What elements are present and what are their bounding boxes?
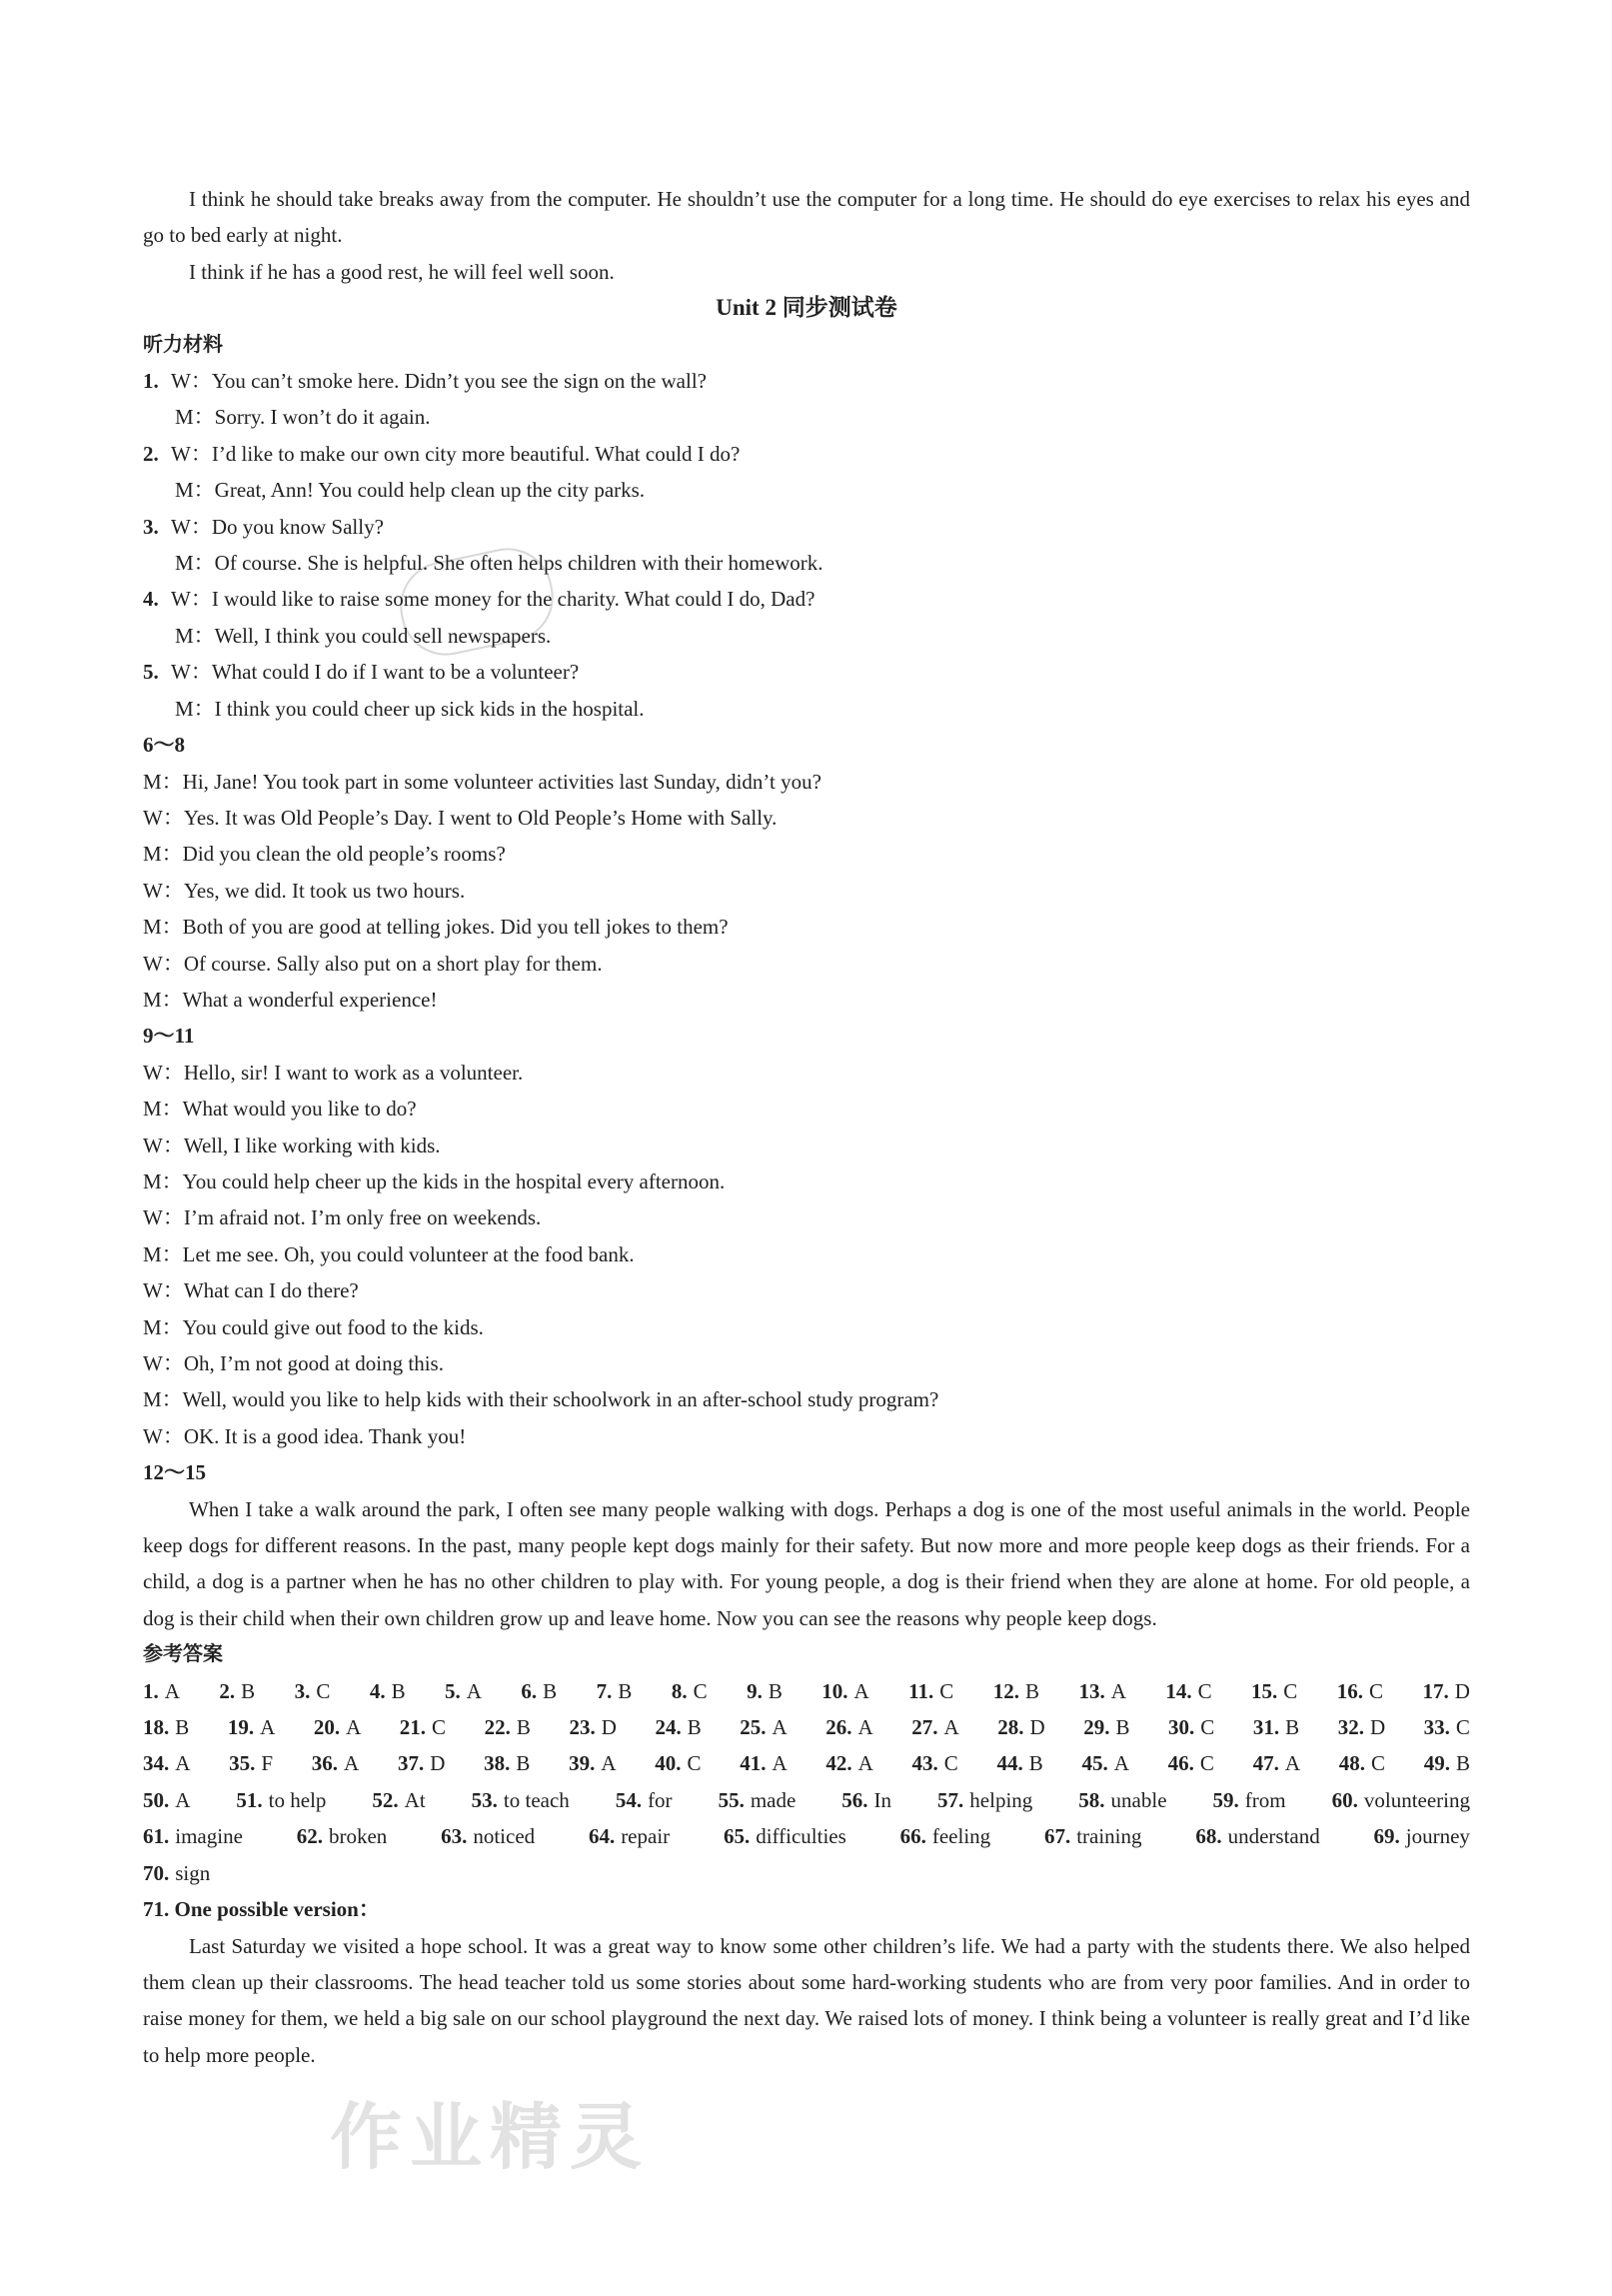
dialogue-line: W：What can I do there?: [143, 1278, 359, 1303]
answer-item: [597, 1673, 633, 1709]
answer-value: to teach: [503, 1787, 570, 1812]
answer-item: [1165, 1673, 1211, 1709]
dialogue-9-11-label: 9～11: [143, 1024, 195, 1049]
answer-value: B: [618, 1678, 633, 1703]
question-number: 4.: [143, 587, 159, 612]
question-number: 5.: [143, 660, 159, 685]
answer-value: F: [261, 1751, 274, 1776]
answer-value: B: [516, 1751, 531, 1776]
answer-number: 10.: [821, 1678, 848, 1703]
answer-value: C: [1369, 1678, 1384, 1703]
answer-value: journey: [1405, 1824, 1470, 1849]
answer-number: 46.: [1167, 1751, 1194, 1776]
dialogue-line: M：Both of you are good at telling jokes. Did you tell jokes to them?: [143, 915, 729, 940]
answer-number: 18.: [143, 1715, 170, 1740]
answer-value: D: [1029, 1715, 1045, 1740]
answer-value: for: [648, 1787, 673, 1812]
answer-item: [1078, 1673, 1125, 1709]
dialogue-text: W：You can’t smoke here. Didn’t you see the sign on the wall?: [171, 369, 707, 394]
answer-value: B: [1455, 1751, 1470, 1776]
answer-number: 56.: [841, 1787, 868, 1812]
dialogue-line: M：I think you could cheer up sick kids in the hospital.: [175, 696, 645, 721]
answer-number: 15.: [1251, 1678, 1278, 1703]
dialogue-line: W：I’m afraid not. I’m only free on weekends.: [143, 1205, 542, 1230]
dialogue-6-8-label: 6～8: [143, 733, 185, 758]
answer-value: A: [857, 1715, 873, 1740]
answer-value: C: [1199, 1751, 1214, 1776]
dialogue-line: M：You could help cheer up the kids in the hospital every afternoon.: [143, 1168, 726, 1193]
answer-item: [445, 1673, 482, 1709]
answer-number: 34.: [143, 1751, 170, 1776]
answer-value: C: [693, 1678, 708, 1703]
answer-value: B: [543, 1678, 558, 1703]
answer-item: [821, 1673, 868, 1709]
answer-item: [655, 1745, 701, 1781]
dialogue-line: M：Well, would you like to help kids with their schoolwork in an after-school study program?: [143, 1387, 939, 1412]
dialogue-6-8: [143, 764, 1470, 1019]
dialogue-text: W：Do you know Sally?: [171, 514, 384, 539]
answer-value: A: [175, 1751, 191, 1776]
dialogue-line: [143, 654, 1470, 690]
answer-value: In: [873, 1787, 892, 1812]
answer-number: 55.: [718, 1787, 745, 1812]
answer-number: 54.: [615, 1787, 643, 1812]
answer-item: [521, 1673, 557, 1709]
answer-value: C: [432, 1715, 447, 1740]
answer-item: [825, 1745, 872, 1781]
answer-number: 9.: [747, 1678, 763, 1703]
answer-value: D: [601, 1715, 617, 1740]
dialogue-line: M：Hi, Jane! You took part in some volunteer activities last Sunday, didn’t you?: [143, 769, 821, 794]
document-page: [143, 181, 1470, 2073]
answer-value: B: [1115, 1715, 1130, 1740]
answer-item: [1422, 1673, 1469, 1709]
answer-value: made: [750, 1787, 797, 1812]
dialogue-line: W：Hello, sir! I want to work as a volunteer.: [143, 1060, 524, 1085]
answer-number: 59.: [1212, 1787, 1239, 1812]
answer-number: 41.: [740, 1751, 767, 1776]
answer-number: 35.: [229, 1751, 256, 1776]
answer-number: 64.: [588, 1824, 616, 1849]
answer-item: [1337, 1673, 1383, 1709]
answer-value: B: [1028, 1751, 1043, 1776]
dialogue-line: [143, 436, 1470, 472]
answer-item: [143, 1709, 189, 1745]
answer-value: C: [1200, 1715, 1215, 1740]
answer-row: [143, 1855, 1470, 1891]
answer-value: repair: [621, 1824, 671, 1849]
answer-value: A: [1113, 1751, 1129, 1776]
answer-number: 67.: [1043, 1824, 1071, 1849]
answer-number: 28.: [997, 1715, 1024, 1740]
dialogue-line: M：You could give out food to the kids.: [143, 1314, 484, 1339]
answer-number: 7.: [596, 1678, 613, 1703]
dialogue-line: M：Let me see. Oh, you could volunteer at the food bank.: [143, 1241, 635, 1266]
dialogue-text: W：What could I do if I want to be a volunteer?: [171, 660, 580, 685]
dialogue-line: M：Great, Ann! You could help clean up the city parks.: [175, 478, 646, 503]
answer-value: B: [516, 1715, 531, 1740]
answer-value: B: [1024, 1678, 1039, 1703]
answer-number: 30.: [1168, 1715, 1195, 1740]
answer-number: 57.: [937, 1787, 964, 1812]
answer-number: 6.: [521, 1678, 538, 1703]
page-title: Unit 2 同步测试卷: [716, 295, 897, 321]
dialogue-line: M：What a wonderful experience!: [143, 987, 438, 1012]
answer-item: [1078, 1782, 1166, 1818]
answer-value: A: [175, 1787, 191, 1812]
answer-item: [1168, 1709, 1214, 1745]
listening-heading: 听力材料: [143, 333, 223, 356]
short-dialogues: [143, 363, 1470, 727]
answer-number: 42.: [825, 1751, 852, 1776]
question-number: 2.: [143, 441, 159, 466]
answer-item: [719, 1782, 797, 1818]
answer-item: [219, 1673, 255, 1709]
answer-value: A: [772, 1715, 788, 1740]
answer-item: [747, 1673, 783, 1709]
answer-item: [1374, 1818, 1470, 1854]
answer-item: [441, 1818, 535, 1854]
dialogue-line: [143, 509, 1470, 545]
essay-label: 71. One possible version：: [143, 1897, 380, 1922]
question-number: 1.: [143, 369, 159, 394]
dialogue-line: W：Of course. Sally also put on a short play for them.: [143, 951, 603, 976]
answer-item: [1424, 1709, 1470, 1745]
dialogue-line: M：Of course. She is helpful. She often helps children with their homework.: [175, 551, 823, 576]
dialogue-line: W：OK. It is a good idea. Thank you!: [143, 1423, 467, 1448]
answer-number: 66.: [899, 1824, 926, 1849]
answer-item: [1253, 1709, 1299, 1745]
answer-number: 43.: [911, 1751, 938, 1776]
answer-item: [672, 1673, 708, 1709]
answer-item: [655, 1709, 701, 1745]
dialogue-line: [143, 581, 1470, 617]
answer-value: A: [601, 1751, 617, 1776]
answer-value: C: [943, 1751, 958, 1776]
answer-value: training: [1076, 1824, 1142, 1849]
answer-value: sign: [175, 1860, 211, 1885]
answer-value: A: [344, 1751, 360, 1776]
answer-number: 65.: [723, 1824, 751, 1849]
answer-number: 53.: [471, 1787, 498, 1812]
answer-number: 1.: [143, 1678, 159, 1703]
answer-number: 44.: [996, 1751, 1023, 1776]
answer-number: 63.: [441, 1824, 468, 1849]
answer-number: 29.: [1083, 1715, 1110, 1740]
answer-item: [143, 1782, 190, 1818]
answer-item: [569, 1709, 616, 1745]
answer-value: A: [164, 1678, 180, 1703]
answer-number: 50.: [143, 1787, 170, 1812]
answer-row: [143, 1782, 1470, 1818]
answer-item: [1083, 1709, 1129, 1745]
answer-value: B: [687, 1715, 702, 1740]
answer-number: 3.: [294, 1678, 311, 1703]
answer-value: B: [768, 1678, 783, 1703]
answer-number: 25.: [740, 1715, 767, 1740]
answer-value: feeling: [931, 1824, 991, 1849]
answer-value: A: [772, 1751, 788, 1776]
answer-item: [236, 1782, 326, 1818]
answer-number: 20.: [313, 1715, 341, 1740]
answer-item: [312, 1745, 359, 1781]
answer-number: 49.: [1423, 1751, 1450, 1776]
answer-value: A: [943, 1715, 959, 1740]
answer-number: 39.: [569, 1751, 596, 1776]
answer-item: [911, 1709, 958, 1745]
answer-item: [143, 1855, 210, 1891]
dialogue-line: W：Oh, I’m not good at doing this.: [143, 1351, 444, 1375]
answer-value: A: [1284, 1751, 1300, 1776]
dialogue-line: M：Sorry. I won’t do it again.: [175, 405, 431, 430]
answer-value: A: [857, 1751, 873, 1776]
answer-item: [908, 1673, 953, 1709]
answer-item: [996, 1745, 1042, 1781]
answer-number: 23.: [569, 1715, 596, 1740]
answer-value: B: [175, 1715, 190, 1740]
answer-value: A: [346, 1715, 362, 1740]
answer-item: [143, 1745, 190, 1781]
answer-value: B: [241, 1678, 256, 1703]
answer-value: D: [430, 1751, 446, 1776]
answer-number: 4.: [369, 1678, 386, 1703]
answer-number: 17.: [1422, 1678, 1449, 1703]
answer-number: 27.: [911, 1715, 938, 1740]
answer-value: from: [1244, 1787, 1286, 1812]
answer-item: [900, 1818, 991, 1854]
answer-number: 38.: [484, 1751, 511, 1776]
answer-item: [740, 1745, 787, 1781]
dialogue-text: W：I would like to raise some money for the charity. What could I do, Dad?: [171, 587, 815, 612]
answer-row: [143, 1818, 1470, 1854]
answer-item: [143, 1818, 243, 1854]
answer-item: [229, 1745, 273, 1781]
answer-item: [937, 1782, 1032, 1818]
answer-item: [484, 1745, 530, 1781]
answer-number: 8.: [671, 1678, 688, 1703]
answer-number: 21.: [399, 1715, 427, 1740]
answer-item: [1213, 1782, 1286, 1818]
answer-value: understand: [1227, 1824, 1320, 1849]
answer-number: 22.: [484, 1715, 511, 1740]
answer-number: 37.: [397, 1751, 425, 1776]
answer-item: [1339, 1745, 1385, 1781]
answer-item: [297, 1818, 388, 1854]
answer-key: [143, 1673, 1470, 1891]
answer-number: 32.: [1337, 1715, 1364, 1740]
answer-item: [295, 1673, 331, 1709]
answer-value: D: [1454, 1678, 1470, 1703]
answer-item: [314, 1709, 361, 1745]
answer-value: At: [404, 1787, 426, 1812]
answer-value: unable: [1110, 1787, 1167, 1812]
answer-item: [372, 1782, 425, 1818]
answer-number: 24.: [655, 1715, 682, 1740]
answer-item: [1168, 1745, 1214, 1781]
answer-item: [1424, 1745, 1470, 1781]
answer-item: [1338, 1709, 1385, 1745]
answer-item: [569, 1745, 616, 1781]
answer-number: 26.: [825, 1715, 852, 1740]
answer-number: 11.: [908, 1678, 934, 1703]
answer-value: A: [1110, 1678, 1126, 1703]
dialogue-line: M：Well, I think you could sell newspapers.: [175, 623, 552, 648]
answer-number: 14.: [1165, 1678, 1192, 1703]
intro-paragraph-1: I think he should take breaks away from the computer. He shouldn’t use the computer for a long time. He should do eye exercises to relax his eyes and go to bed early at night.: [143, 187, 1470, 248]
answer-number: 51.: [236, 1787, 263, 1812]
answer-value: C: [1197, 1678, 1212, 1703]
answer-value: C: [939, 1678, 954, 1703]
answer-item: [993, 1673, 1039, 1709]
answer-number: 19.: [227, 1715, 255, 1740]
answer-item: [1251, 1673, 1297, 1709]
passage-12-15-text: When I take a walk around the park, I often see many people walking with dogs. Perhaps a dog is one of the most useful animals in the world. People keep dogs for different reasons. In the past, many people kept dogs mainly for their safety. But now more and more people keep dogs as their friends. For a child, a dog is a partner when he has no other children to play with. For young people, a dog is their friend when they are alone at home. For old people, a dog is their child when their own children grow up and leave home. Now you can see the reasons why people keep dogs.: [143, 1496, 1470, 1630]
dialogue-line: [143, 363, 1470, 399]
question-number: 3.: [143, 514, 159, 539]
dialogue-9-11: [143, 1055, 1470, 1454]
answer-item: [616, 1782, 673, 1818]
answer-item: [398, 1745, 445, 1781]
answers-heading: 参考答案: [143, 1643, 223, 1666]
answer-item: [485, 1709, 531, 1745]
answer-item: [1044, 1818, 1142, 1854]
dialogue-line: M：What would you like to do?: [143, 1097, 417, 1122]
answer-value: helping: [969, 1787, 1033, 1812]
essay-text: Last Saturday we visited a hope school. It was a great way to know some other children’s life. We had a party with the students there. We also helped them clean up their classrooms. The head teacher told us some stories about some hard-working students who are from very poor families. And in order to raise money for them, we held a big sale on our school playground the next day. We raised lots of money. I think being a volunteer is really great and I’d like to help more people.: [143, 1933, 1470, 2067]
answer-number: 58.: [1078, 1787, 1105, 1812]
answer-number: 2.: [219, 1678, 236, 1703]
answer-number: 69.: [1373, 1824, 1400, 1849]
answer-item: [740, 1709, 787, 1745]
answer-value: B: [1285, 1715, 1300, 1740]
answer-value: C: [687, 1751, 702, 1776]
answer-item: [472, 1782, 570, 1818]
answer-number: 13.: [1078, 1678, 1105, 1703]
answer-item: [228, 1709, 275, 1745]
answer-value: noticed: [473, 1824, 536, 1849]
answer-number: 62.: [296, 1824, 323, 1849]
answer-value: to help: [268, 1787, 327, 1812]
answer-item: [400, 1709, 446, 1745]
answer-value: C: [1455, 1715, 1470, 1740]
answer-item: [1332, 1782, 1470, 1818]
answer-row: [143, 1745, 1470, 1781]
answer-number: 33.: [1423, 1715, 1450, 1740]
answer-item: [589, 1818, 670, 1854]
answer-item: [1081, 1745, 1128, 1781]
answer-row: [143, 1709, 1470, 1745]
answer-item: [724, 1818, 846, 1854]
answer-value: C: [316, 1678, 331, 1703]
answer-item: [911, 1745, 957, 1781]
answer-number: 16.: [1336, 1678, 1363, 1703]
answer-number: 60.: [1331, 1787, 1358, 1812]
answer-value: imagine: [175, 1824, 243, 1849]
answer-value: A: [853, 1678, 869, 1703]
answer-value: B: [391, 1678, 406, 1703]
dialogue-line: W：Yes, we did. It took us two hours.: [143, 878, 466, 903]
answer-value: A: [260, 1715, 276, 1740]
dialogue-line: M：Did you clean the old people’s rooms?: [143, 842, 506, 867]
answer-number: 68.: [1195, 1824, 1222, 1849]
answer-number: 52.: [372, 1787, 399, 1812]
dialogue-line: W：Yes. It was Old People’s Day. I went to Old People’s Home with Sally.: [143, 805, 778, 830]
answer-value: C: [1370, 1751, 1385, 1776]
answer-number: 48.: [1338, 1751, 1365, 1776]
answer-item: [825, 1709, 872, 1745]
answer-number: 12.: [992, 1678, 1019, 1703]
answer-number: 47.: [1252, 1751, 1279, 1776]
answer-item: [1253, 1745, 1300, 1781]
watermark-logo: 作业精灵: [330, 2095, 651, 2179]
answer-row: [143, 1673, 1470, 1709]
answer-item: [370, 1673, 406, 1709]
answer-value: difficulties: [756, 1824, 846, 1849]
answer-item: [841, 1782, 891, 1818]
answer-number: 31.: [1252, 1715, 1280, 1740]
answer-number: 40.: [655, 1751, 682, 1776]
answer-value: broken: [328, 1824, 388, 1849]
answer-value: A: [466, 1678, 482, 1703]
answer-number: 70.: [143, 1860, 170, 1885]
passage-12-15-label: 12～15: [143, 1460, 206, 1485]
answer-value: volunteering: [1363, 1787, 1470, 1812]
answer-number: 5.: [445, 1678, 461, 1703]
dialogue-text: W：I’d like to make our own city more beautiful. What could I do?: [171, 441, 741, 466]
answer-number: 45.: [1081, 1751, 1108, 1776]
answer-value: C: [1283, 1678, 1298, 1703]
answer-item: [1195, 1818, 1319, 1854]
answer-value: D: [1369, 1715, 1386, 1740]
answer-number: 61.: [143, 1824, 170, 1849]
answer-item: [997, 1709, 1044, 1745]
intro-paragraph-2: I think if he has a good rest, he will feel well soon.: [189, 259, 615, 284]
dialogue-line: W：Well, I like working with kids.: [143, 1133, 441, 1157]
answer-number: 36.: [311, 1751, 339, 1776]
answer-item: [143, 1673, 180, 1709]
